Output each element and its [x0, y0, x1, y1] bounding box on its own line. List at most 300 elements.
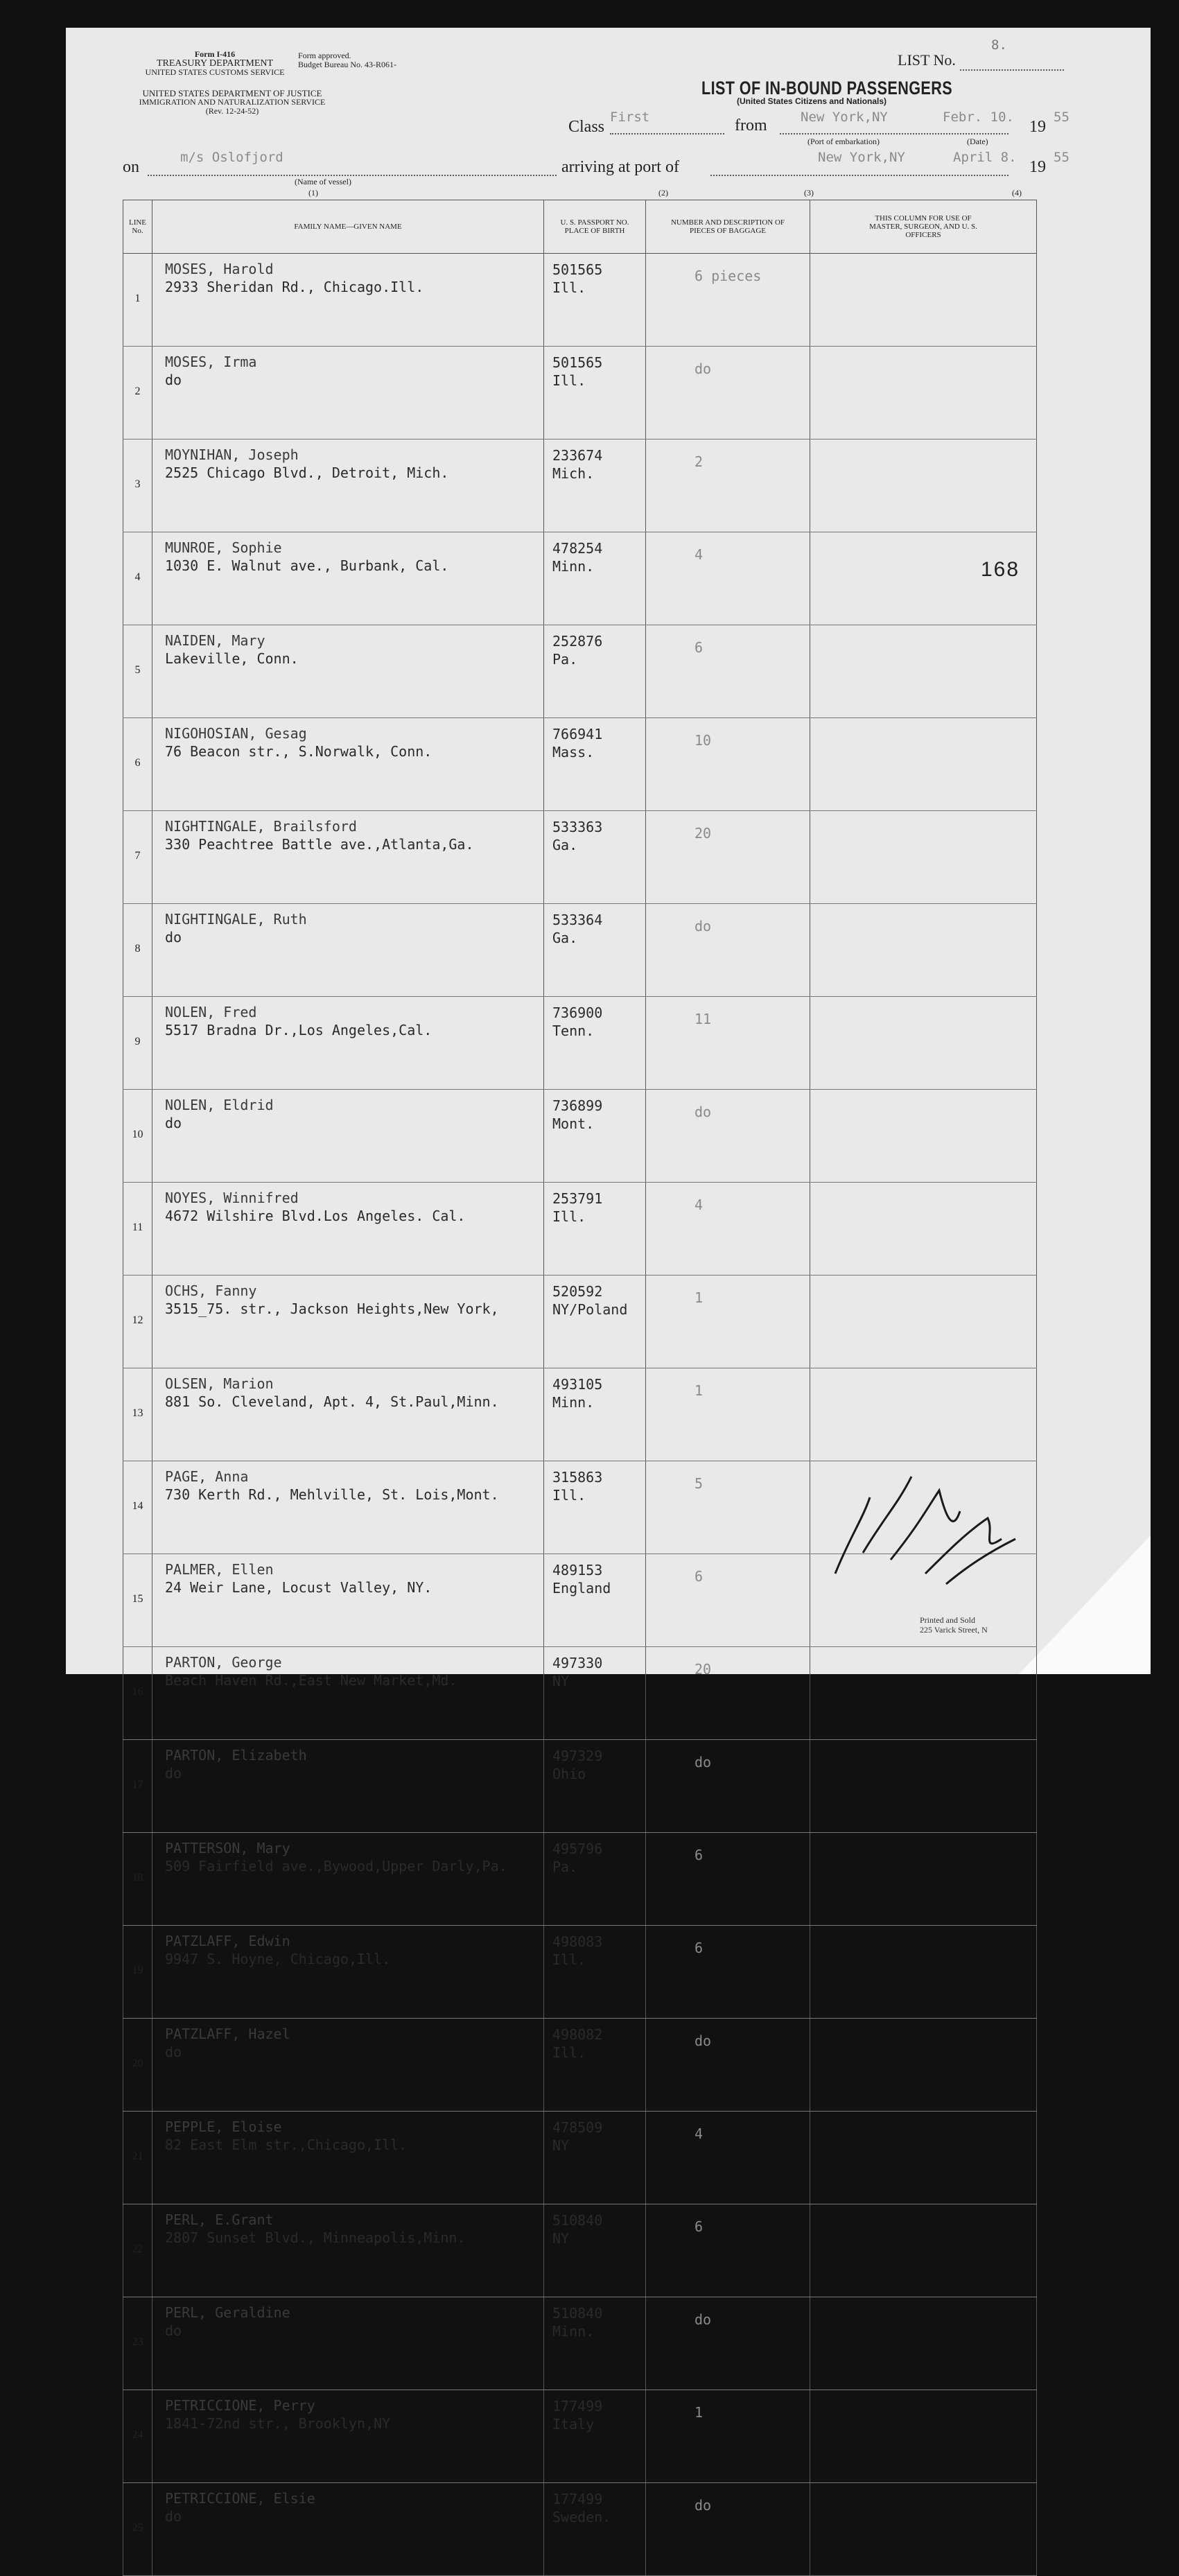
passport-number: 736900: [552, 1004, 603, 1021]
passport-cell: [544, 1740, 646, 1833]
place-of-birth: Minn.: [552, 1394, 595, 1411]
place-of-birth: Pa.: [552, 1859, 578, 1875]
passenger-name: NIGOHOSIAN, Gesag: [165, 725, 307, 742]
passenger-address: do: [165, 1115, 182, 1131]
passenger-name-cell: [152, 2297, 544, 2390]
officer-cell: [810, 1647, 1037, 1740]
passport-cell: [544, 1090, 646, 1183]
passenger-name: PATZLAFF, Edwin: [165, 1933, 290, 1949]
place-of-birth: NY: [552, 1673, 570, 1689]
passport-number: 478509: [552, 2119, 603, 2136]
passport-number: 177499: [552, 2398, 603, 2414]
baggage-count: 20: [695, 825, 712, 842]
passenger-name-cell: [152, 904, 544, 997]
baggage-count: do: [695, 2311, 712, 2328]
passenger-name: NOYES, Winnifred: [165, 1190, 299, 1206]
baggage-cell: [646, 1090, 810, 1183]
line-number: 14: [123, 1461, 152, 1554]
list-no-value: 8.: [991, 37, 1007, 53]
place-of-birth: NY/Poland: [552, 1301, 628, 1318]
baggage-cell: [646, 2483, 810, 2576]
officer-cell: [810, 254, 1037, 347]
agency-line: UNITED STATES DEPARTMENT OF JUSTICE: [142, 88, 322, 98]
officer-stamp: 168: [981, 558, 1020, 581]
baggage-cell: [646, 2297, 810, 2390]
baggage-cell: [646, 1461, 810, 1554]
officer-cell: [810, 718, 1037, 811]
passenger-name: OCHS, Fanny: [165, 1282, 257, 1299]
approval-line: Form approved.: [298, 51, 351, 60]
passport-cell: [544, 2112, 646, 2204]
baggage-cell: [646, 997, 810, 1090]
table-row: [123, 2112, 1037, 2204]
baggage-cell: [646, 1647, 810, 1740]
passenger-name: PARTON, Elizabeth: [165, 1747, 307, 1764]
baggage-count: 1: [695, 1289, 704, 1306]
passenger-address: 1030 E. Walnut ave., Burbank, Cal.: [165, 557, 449, 574]
passenger-name-cell: [152, 1833, 544, 1926]
passport-number: 495796: [552, 1840, 603, 1857]
place-of-birth: Minn.: [552, 2323, 595, 2340]
passenger-address: 2933 Sheridan Rd., Chicago.Ill.: [165, 279, 424, 295]
passenger-rows: [123, 254, 1037, 2576]
baggage-cell: [646, 1926, 810, 2019]
baggage-cell: [646, 718, 810, 811]
passenger-name-cell: [152, 1090, 544, 1183]
passenger-name-cell: [152, 718, 544, 811]
officer-cell: [810, 2483, 1037, 2576]
passenger-address: 82 East Elm str.,Chicago,Ill.: [165, 2136, 408, 2153]
place-of-birth: Ill.: [552, 1951, 586, 1968]
line-number: 13: [123, 1368, 152, 1461]
manifest-sheet: [66, 28, 1151, 2534]
baggage-count: 6: [695, 1940, 704, 1956]
page-subtitle: (United States Citizens and Nationals): [737, 96, 887, 106]
vessel-line: [148, 175, 557, 176]
passport-number: 533364: [552, 912, 603, 928]
col-label-2: (2): [658, 188, 668, 198]
printer-line-1: Printed and Sold: [920, 1615, 975, 1625]
year-prefix: 19: [1029, 118, 1046, 136]
passenger-name: PAGE, Anna: [165, 1468, 249, 1485]
passport-cell: [544, 2390, 646, 2483]
agency-block: [114, 89, 350, 116]
line-number: 6: [123, 718, 152, 811]
service: UNITED STATES CUSTOMS SERVICE: [145, 67, 285, 77]
line-number: 19: [123, 1926, 152, 2019]
officer-cell: [810, 2019, 1037, 2112]
baggage-cell: [646, 440, 810, 532]
vessel-caption: (Name of vessel): [295, 177, 351, 186]
passport-number: 501565: [552, 261, 603, 278]
baggage-count: 4: [695, 1196, 704, 1213]
passport-number: 315863: [552, 1469, 603, 1486]
passport-number: 497329: [552, 1748, 603, 1764]
passport-cell: [544, 625, 646, 718]
passenger-address: 5517 Bradna Dr.,Los Angeles,Cal.: [165, 1022, 433, 1038]
baggage-cell: [646, 1276, 810, 1368]
passenger-name-cell: [152, 1554, 544, 1647]
baggage-cell: [646, 347, 810, 440]
baggage-cell: [646, 1833, 810, 1926]
passport-number: 489153: [552, 1562, 603, 1578]
passport-cell: [544, 440, 646, 532]
page-title: LIST OF IN-BOUND PASSENGERS: [701, 78, 953, 98]
passport-number: 520592: [552, 1283, 603, 1300]
passenger-address: 9947 S. Hoyne, Chicago,Ill.: [165, 1951, 391, 1967]
place-of-birth: Ill.: [552, 1487, 586, 1504]
baggage-count: do: [695, 2033, 712, 2049]
passport-number: 501565: [552, 354, 603, 371]
passenger-name: NAIDEN, Mary: [165, 632, 265, 649]
officer-cell: [810, 997, 1037, 1090]
officer-cell: [810, 2112, 1037, 2204]
baggage-count: 1: [695, 1382, 704, 1399]
passenger-name-cell: [152, 2112, 544, 2204]
passport-cell: [544, 2297, 646, 2390]
passenger-name: MOSES, Harold: [165, 261, 274, 277]
passport-cell: [544, 1276, 646, 1368]
officer-cell: [810, 2390, 1037, 2483]
officer-cell: [810, 2204, 1037, 2297]
officer-cell: [810, 1090, 1037, 1183]
baggage-cell: [646, 2019, 810, 2112]
place-of-birth: Ga.: [552, 930, 578, 946]
col-label-4: (4): [1012, 188, 1022, 198]
baggage-cell: [646, 2390, 810, 2483]
embarkation-port: New York,NY: [801, 110, 888, 125]
line-number: 22: [123, 2204, 152, 2297]
passenger-name: PATTERSON, Mary: [165, 1840, 290, 1856]
passport-number: 510840: [552, 2212, 603, 2229]
passenger-name-cell: [152, 997, 544, 1090]
vessel-name: m/s Oslofjord: [180, 150, 283, 165]
header-line-no: LINE No.: [123, 200, 152, 254]
class-line: [610, 133, 724, 134]
baggage-count: 20: [695, 1661, 712, 1678]
line-number: 5: [123, 625, 152, 718]
passport-number: 177499: [552, 2491, 603, 2507]
passenger-name: PALMER, Ellen: [165, 1561, 274, 1578]
passenger-name: PARTON, George: [165, 1654, 282, 1671]
port-caption: (Port of embarkation): [807, 137, 880, 146]
baggage-cell: [646, 625, 810, 718]
passenger-table: [123, 200, 1037, 2576]
place-of-birth: Ill.: [552, 1208, 586, 1225]
baggage-count: 4: [695, 2125, 704, 2142]
passenger-name: PERL, Geraldine: [165, 2304, 290, 2321]
passport-number: 498082: [552, 2026, 603, 2043]
table-row: [123, 811, 1037, 904]
baggage-count: do: [695, 918, 712, 934]
place-of-birth: NY: [552, 2137, 570, 2154]
passport-cell: [544, 2204, 646, 2297]
place-of-birth: Minn.: [552, 558, 595, 575]
class-value: First: [610, 110, 650, 125]
table-row: [123, 2019, 1037, 2112]
passenger-address: do: [165, 2044, 182, 2060]
baggage-cell: [646, 904, 810, 997]
passenger-address: do: [165, 2322, 182, 2339]
table-row: [123, 2297, 1037, 2390]
passenger-name-cell: [152, 254, 544, 347]
folded-corner: [1019, 1535, 1151, 1674]
passport-cell: [544, 347, 646, 440]
passport-number: 498083: [552, 1933, 603, 1950]
officer-cell: [810, 1833, 1037, 1926]
embarkation-date: Febr. 10.: [943, 110, 1014, 125]
passenger-name-cell: [152, 1926, 544, 2019]
table-row: [123, 1183, 1037, 1276]
table-row: [123, 625, 1037, 718]
arrival-port: New York,NY: [818, 150, 905, 165]
list-no-line: [960, 69, 1064, 71]
table-header-row: [123, 200, 1037, 254]
baggage-cell: [646, 1554, 810, 1647]
baggage-count: 6 pieces: [695, 268, 762, 284]
line-number: 10: [123, 1090, 152, 1183]
passenger-name-cell: [152, 1183, 544, 1276]
passenger-address: 730 Kerth Rd., Mehlville, St. Lois,Mont.: [165, 1486, 499, 1503]
place-of-birth: Ill.: [552, 372, 586, 389]
officer-cell: [810, 1276, 1037, 1368]
on-label: on: [123, 158, 139, 176]
passport-number: 736899: [552, 1097, 603, 1114]
passport-cell: [544, 1926, 646, 2019]
passenger-name: PEPPLE, Eloise: [165, 2118, 282, 2135]
line-number: 20: [123, 2019, 152, 2112]
line-number: 12: [123, 1276, 152, 1368]
baggage-count: 6: [695, 1847, 704, 1863]
passenger-name-cell: [152, 440, 544, 532]
passenger-address: 1841-72nd str., Brooklyn,NY: [165, 2415, 391, 2432]
passenger-name: MOYNIHAN, Joseph: [165, 446, 299, 463]
date-caption: (Date): [967, 137, 988, 146]
list-no-label: LIST No.: [898, 51, 956, 69]
baggage-cell: [646, 532, 810, 625]
baggage-count: do: [695, 1104, 712, 1120]
baggage-count: 10: [695, 732, 712, 749]
officer-cell: [810, 811, 1037, 904]
passenger-name-cell: [152, 347, 544, 440]
passenger-address: do: [165, 372, 182, 388]
place-of-birth: Tenn.: [552, 1022, 595, 1039]
line-number: 18: [123, 1833, 152, 1926]
passport-number: 533363: [552, 819, 603, 835]
table-row: [123, 1276, 1037, 1368]
place-of-birth: Ohio: [552, 1766, 586, 1782]
passenger-name-cell: [152, 1461, 544, 1554]
header-officers: THIS COLUMN FOR USE OF MASTER, SURGEON, AND U. S. OFFICERS: [810, 200, 1037, 254]
table-row: [123, 1740, 1037, 1833]
arrival-date: April 8.: [953, 150, 1017, 165]
baggage-count: do: [695, 2497, 712, 2514]
place-of-birth: Ill.: [552, 279, 586, 296]
passenger-name: PETRICCIONE, Perry: [165, 2397, 315, 2414]
table-row: [123, 347, 1037, 440]
table-row: [123, 904, 1037, 997]
baggage-count: 11: [695, 1011, 712, 1027]
line-number: 2: [123, 347, 152, 440]
place-of-birth: Ga.: [552, 837, 578, 853]
form-number: Form I-416: [194, 49, 236, 59]
passport-cell: [544, 1183, 646, 1276]
passenger-name-cell: [152, 1647, 544, 1740]
passenger-address: Lakeville, Conn.: [165, 650, 299, 667]
printer-imprint: [920, 1615, 988, 1635]
passport-number: 252876: [552, 633, 603, 650]
table-row: [123, 997, 1037, 1090]
passport-cell: [544, 254, 646, 347]
from-line: [780, 133, 1008, 134]
passenger-name: OLSEN, Marion: [165, 1375, 274, 1392]
passenger-address: 330 Peachtree Battle ave.,Atlanta,Ga.: [165, 836, 474, 853]
place-of-birth: Sweden.: [552, 2509, 611, 2525]
passport-cell: [544, 1647, 646, 1740]
officer-cell: [810, 1926, 1037, 2019]
passenger-name: NOLEN, Fred: [165, 1004, 257, 1020]
passenger-address: do: [165, 1765, 182, 1782]
line-number: 16: [123, 1647, 152, 1740]
passenger-address: Beach Haven Rd.,East New Market,Md.: [165, 1672, 457, 1689]
revision-date: (Rev. 12-24-52): [205, 106, 259, 116]
printer-line-2: 225 Varick Street, N: [920, 1625, 988, 1635]
passport-cell: [544, 1368, 646, 1461]
passenger-name-cell: [152, 532, 544, 625]
place-of-birth: Mich.: [552, 465, 595, 482]
baggage-count: do: [695, 360, 712, 377]
col-label-1: (1): [308, 188, 318, 198]
baggage-count: 1: [695, 2404, 704, 2421]
from-label: from: [735, 116, 767, 134]
line-number: 17: [123, 1740, 152, 1833]
passenger-name-cell: [152, 2019, 544, 2112]
passport-cell: [544, 997, 646, 1090]
passenger-name: PETRICCIONE, Elsie: [165, 2490, 315, 2507]
passport-number: 478254: [552, 540, 603, 557]
line-number: 7: [123, 811, 152, 904]
passenger-name-cell: [152, 1276, 544, 1368]
baggage-count: 6: [695, 639, 704, 656]
officer-cell: [810, 625, 1037, 718]
header-baggage: NUMBER AND DESCRIPTION OF PIECES OF BAGGAGE: [646, 200, 810, 254]
col-label-3: (3): [804, 188, 814, 198]
budget-bureau-line: Budget Bureau No. 43-R061-: [298, 60, 396, 69]
arrival-line: [710, 175, 1008, 176]
passenger-address: 76 Beacon str., S.Norwalk, Conn.: [165, 743, 433, 760]
passport-number: 253791: [552, 1190, 603, 1207]
passenger-name: NOLEN, Eldrid: [165, 1097, 274, 1113]
line-number: 3: [123, 440, 152, 532]
passenger-name-cell: [152, 2483, 544, 2576]
baggage-count: 5: [695, 1475, 704, 1492]
passenger-address: do: [165, 2508, 182, 2525]
passenger-name-cell: [152, 1368, 544, 1461]
passenger-address: 4672 Wilshire Blvd.Los Angeles. Cal.: [165, 1208, 466, 1224]
arrival-year: 55: [1054, 150, 1069, 165]
officer-cell: [810, 347, 1037, 440]
passport-cell: [544, 904, 646, 997]
line-number: 21: [123, 2112, 152, 2204]
place-of-birth: Ill.: [552, 2044, 586, 2061]
place-of-birth: England: [552, 1580, 611, 1596]
baggage-cell: [646, 1740, 810, 1833]
agency-subline: IMMIGRATION AND NATURALIZATION SERVICE: [139, 97, 326, 107]
passport-number: 510840: [552, 2305, 603, 2322]
line-number: 24: [123, 2390, 152, 2483]
table-row: [123, 2204, 1037, 2297]
table-row: [123, 532, 1037, 625]
passenger-name-cell: [152, 811, 544, 904]
passport-number: 233674: [552, 447, 603, 464]
inspector-signature: [821, 1435, 1029, 1594]
passport-cell: [544, 811, 646, 904]
passenger-name-cell: [152, 2204, 544, 2297]
baggage-cell: [646, 1183, 810, 1276]
passport-number: 497330: [552, 1655, 603, 1671]
officer-cell: [810, 440, 1037, 532]
header-passport: U. S. PASSPORT NO. PLACE OF BIRTH: [544, 200, 646, 254]
approval-note: [298, 51, 396, 69]
table-row: [123, 2390, 1037, 2483]
table-row: [123, 440, 1037, 532]
table-row: [123, 1833, 1037, 1926]
department: TREASURY DEPARTMENT: [156, 58, 274, 69]
passenger-name: NIGHTINGALE, Ruth: [165, 911, 307, 928]
passenger-name: MUNROE, Sophie: [165, 539, 282, 556]
passenger-name: PATZLAFF, Hazel: [165, 2026, 290, 2042]
place-of-birth: NY: [552, 2230, 570, 2247]
table-row: [123, 1090, 1037, 1183]
table-row: [123, 1926, 1037, 2019]
passenger-name-cell: [152, 1740, 544, 1833]
baggage-cell: [646, 1368, 810, 1461]
table-row: [123, 254, 1037, 347]
officer-cell: [810, 2297, 1037, 2390]
arriving-label: arriving at port of: [561, 158, 679, 176]
officer-cell: [810, 904, 1037, 997]
baggage-count: 2: [695, 453, 704, 470]
header-name: FAMILY NAME—GIVEN NAME: [152, 200, 544, 254]
line-number: 11: [123, 1183, 152, 1276]
passenger-name: PERL, E.Grant: [165, 2211, 274, 2228]
passport-cell: [544, 1461, 646, 1554]
passenger-address: 24 Weir Lane, Locust Valley, NY.: [165, 1579, 433, 1596]
line-number: 25: [123, 2483, 152, 2576]
place-of-birth: Mass.: [552, 744, 595, 760]
passenger-address: 2807 Sunset Blvd., Minneapolis,Minn.: [165, 2229, 466, 2246]
passport-cell: [544, 1833, 646, 1926]
passenger-address: 2525 Chicago Blvd., Detroit, Mich.: [165, 464, 449, 481]
passenger-address: 881 So. Cleveland, Apt. 4, St.Paul,Minn.: [165, 1393, 499, 1410]
passenger-name: MOSES, Irma: [165, 354, 257, 370]
class-label: Class: [568, 118, 605, 136]
passport-cell: [544, 2483, 646, 2576]
year-from: 55: [1054, 110, 1069, 125]
line-number: 9: [123, 997, 152, 1090]
table-row: [123, 2483, 1037, 2576]
passenger-name-cell: [152, 625, 544, 718]
passenger-address: do: [165, 929, 182, 946]
baggage-cell: [646, 2204, 810, 2297]
baggage-cell: [646, 811, 810, 904]
passport-cell: [544, 718, 646, 811]
baggage-cell: [646, 2112, 810, 2204]
passport-number: 493105: [552, 1376, 603, 1393]
baggage-count: do: [695, 1754, 712, 1770]
passenger-name: NIGHTINGALE, Brailsford: [165, 818, 357, 835]
baggage-count: 6: [695, 1568, 704, 1585]
